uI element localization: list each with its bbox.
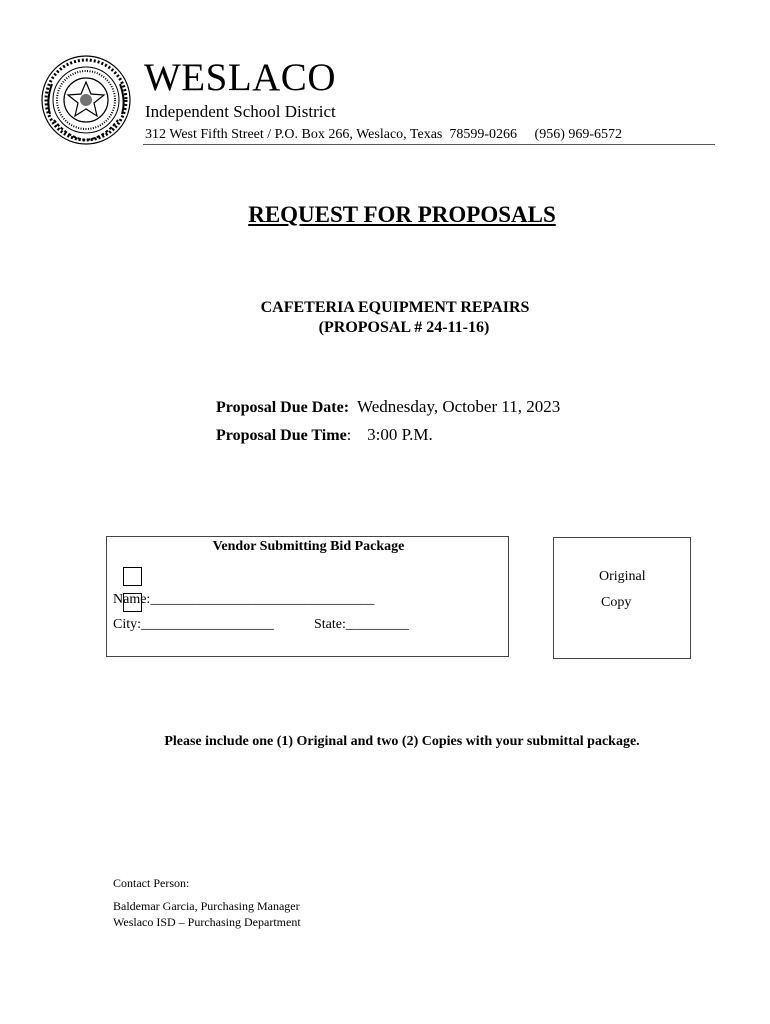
original-label: Original [599, 569, 646, 584]
contact-department: Weslaco ISD – Purchasing Department [113, 915, 301, 929]
vendor-city-label: City: [113, 617, 142, 632]
vendor-name-field[interactable] [113, 592, 374, 608]
district-address: 312 West Fifth Street / P.O. Box 266, Weslaco, Texas 78599-0266 (956) 969-6572 [145, 127, 623, 142]
submittal-instruction: Please include one (1) Original and two (2) Copies with your submittal package. [164, 734, 640, 749]
vendor-name-label: Name: [113, 592, 151, 607]
due-time-colon: : [346, 427, 352, 444]
district-subtitle: Independent School District [145, 102, 336, 121]
due-date-label: Proposal Due Date: [216, 399, 350, 416]
original-copy-box [553, 537, 691, 659]
due-time-label: Proposal Due Time [216, 427, 347, 444]
vendor-state-line: _________ [345, 617, 409, 632]
vendor-name-line: ________________________________ [150, 592, 375, 607]
header-divider [143, 144, 715, 145]
district-seal-icon [40, 54, 132, 146]
due-time-line [216, 425, 433, 446]
vendor-box-title: Vendor Submitting Bid Package [212, 539, 405, 554]
due-time-value: 3:00 P.M. [367, 425, 433, 444]
project-title: CAFETERIA EQUIPMENT REPAIRS [260, 299, 530, 316]
vendor-city-field[interactable] [113, 617, 274, 633]
copy-checkbox[interactable] [123, 593, 142, 612]
vendor-state-label: State: [314, 617, 346, 632]
vendor-state-field[interactable] [314, 617, 409, 633]
original-checkbox[interactable] [123, 567, 142, 586]
vendor-city-line: ___________________ [141, 617, 275, 632]
district-name: WESLACO [144, 56, 336, 99]
due-date-line [216, 397, 560, 418]
document-title: REQUEST FOR PROPOSALS [248, 202, 556, 227]
vendor-info-box [106, 536, 509, 657]
due-date-value: Wednesday, October 11, 2023 [357, 397, 561, 416]
contact-name: Baldemar Garcia, Purchasing Manager [113, 899, 300, 913]
proposal-number: (PROPOSAL # 24-11-16) [318, 319, 490, 336]
copy-label: Copy [601, 595, 632, 610]
contact-heading: Contact Person: [113, 876, 190, 890]
